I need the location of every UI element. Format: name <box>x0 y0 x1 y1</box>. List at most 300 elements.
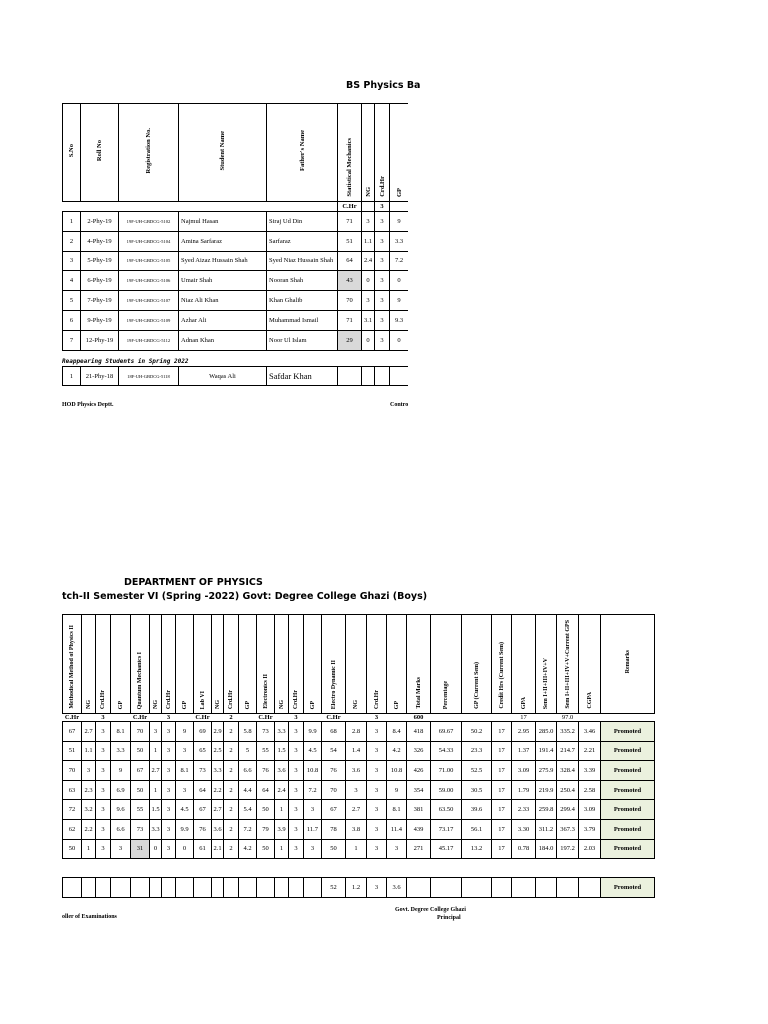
cell-gp: 7.2 <box>390 251 409 271</box>
cell-sno: 2 <box>63 231 81 251</box>
table-cell: 2 <box>224 741 239 761</box>
table-cell: 2 <box>224 761 239 781</box>
table-cell: 2.5 <box>212 741 224 761</box>
reappear-cell <box>407 878 431 898</box>
column-header: Electro Dynamic II <box>322 615 346 714</box>
table-cell: 3 <box>162 761 176 781</box>
chr-cell <box>239 714 257 722</box>
principal-signature: Principal <box>437 915 461 921</box>
table-cell: 8.1 <box>387 800 407 820</box>
reappear-cell <box>162 878 176 898</box>
table-cell: 4.2 <box>387 741 407 761</box>
table-cell: 3 <box>162 722 176 742</box>
cell-gp: 0 <box>390 271 409 291</box>
table-cell: 2 <box>224 722 239 742</box>
column-header: NG <box>212 615 224 714</box>
chr-cell: C.Hr <box>258 714 273 721</box>
column-header: Father's Name <box>267 104 338 202</box>
table-cell: 2 <box>224 819 239 839</box>
table-cell: Promoted <box>601 819 655 839</box>
reappear-cell: 3.6 <box>387 878 407 898</box>
table-cell: 271 <box>407 839 431 859</box>
hod-signature: HOD Physics Deptt. <box>62 402 114 408</box>
cell-sno: 6 <box>63 310 81 330</box>
table-cell: 3 <box>289 722 304 742</box>
table-cell: 3.2 <box>82 800 96 820</box>
table-cell: 70 <box>63 761 82 781</box>
cell-sno: 4 <box>63 271 81 291</box>
column-header: Registration No. <box>119 104 179 202</box>
column-header: Electronics II <box>257 615 275 714</box>
table-cell: 299.4 <box>557 800 579 820</box>
chr-cell <box>176 714 194 722</box>
table-cell: 3 <box>96 722 111 742</box>
table-row <box>63 310 409 330</box>
table-cell: 69.67 <box>431 722 462 742</box>
table-cell: 70 <box>322 780 346 800</box>
column-header: Student Name <box>179 104 267 202</box>
table-row <box>63 800 655 820</box>
table-cell: 335.2 <box>557 722 579 742</box>
table-cell: 2.03 <box>579 839 601 859</box>
semester-subtitle: tch-II Semester VI (Spring -2022) Govt: Degree College Ghazi (Boys) <box>62 591 428 602</box>
table-cell: 3.09 <box>512 761 536 781</box>
cell-ng: 0 <box>362 271 375 291</box>
reappear-title: Reappearing Students in Spring 2022 <box>62 358 189 365</box>
chr-cell <box>111 714 131 722</box>
table-row <box>63 839 655 859</box>
table-cell: 2.2 <box>212 780 224 800</box>
table-cell: 3 <box>289 819 304 839</box>
column-header: Total Marks <box>407 615 431 714</box>
column-header: NG <box>150 615 162 714</box>
table-cell: 11.7 <box>304 819 322 839</box>
table-cell: Promoted <box>601 800 655 820</box>
reappear-cell <box>304 878 322 898</box>
reappear-cell <box>536 878 557 898</box>
chr-cell <box>536 714 557 722</box>
cell-marks: 64 <box>338 251 362 271</box>
table-cell: 3 <box>289 761 304 781</box>
cell-reg: 19F-UH-GBDCG-5104 <box>119 231 179 251</box>
table-cell: 17 <box>492 839 512 859</box>
results-table-right <box>62 614 655 859</box>
cell-roll: 12-Phy-19 <box>81 330 119 350</box>
column-header: GPA <box>512 615 536 714</box>
table-cell: 1.4 <box>346 741 367 761</box>
cell-marks: 51 <box>338 231 362 251</box>
table-cell: 50 <box>322 839 346 859</box>
table-cell: 3.6 <box>212 819 224 839</box>
table-cell: 1 <box>346 839 367 859</box>
table-row <box>63 291 409 311</box>
table-cell: 64 <box>194 780 212 800</box>
chr-cell <box>431 714 462 722</box>
table-cell: 3 <box>162 819 176 839</box>
table-cell: 2.21 <box>579 741 601 761</box>
table-cell: Promoted <box>601 780 655 800</box>
table-cell: 9.9 <box>176 819 194 839</box>
table-cell: 1.37 <box>512 741 536 761</box>
table-cell: 4.2 <box>239 839 257 859</box>
reappear-cell <box>462 878 492 898</box>
cell-gp: 9 <box>390 212 409 232</box>
column-header: Statistical Mechanics <box>338 104 362 202</box>
cell-name: Umair Shah <box>179 271 267 291</box>
table-cell: 2.33 <box>512 800 536 820</box>
table-cell: 214.7 <box>557 741 579 761</box>
page-title-partial: BS Physics Ba <box>346 80 421 91</box>
table-cell: 76 <box>322 761 346 781</box>
table-cell: 381 <box>407 800 431 820</box>
table-row <box>63 741 655 761</box>
chr-cell <box>492 714 512 722</box>
cell-name: Syed Aizaz Hussain Shah <box>179 251 267 271</box>
reappear-cell <box>239 878 257 898</box>
reappear-cell <box>224 878 239 898</box>
table-cell: 3 <box>289 780 304 800</box>
table-cell: 45.17 <box>431 839 462 859</box>
table-cell: 54.33 <box>431 741 462 761</box>
table-row <box>63 330 409 350</box>
table-cell: 328.4 <box>557 761 579 781</box>
reappear-roll: 21-Phy-18 <box>81 367 119 386</box>
cell-ng: 2.4 <box>362 251 375 271</box>
column-header: Crd.Hr <box>224 615 239 714</box>
table-cell: 73 <box>131 819 150 839</box>
table-cell: 2 <box>224 839 239 859</box>
reappear-cell <box>275 878 289 898</box>
chr-cell <box>82 714 96 722</box>
table-cell: 1 <box>150 741 162 761</box>
reappear-table-left <box>62 366 408 386</box>
table-cell: 3 <box>367 839 387 859</box>
reappear-cell <box>579 878 601 898</box>
table-cell: 2.95 <box>512 722 536 742</box>
column-header: Crd.Hr <box>162 615 176 714</box>
table-cell: 3 <box>111 839 131 859</box>
table-cell: 8.1 <box>176 761 194 781</box>
table-cell: 17 <box>492 819 512 839</box>
table-cell: 219.9 <box>536 780 557 800</box>
cell-sno: 3 <box>63 251 81 271</box>
table-cell: 50.2 <box>462 722 492 742</box>
table-cell: 17 <box>492 780 512 800</box>
cell-ng: 3 <box>362 291 375 311</box>
table-cell: 3.3 <box>111 741 131 761</box>
table-cell: 17 <box>492 800 512 820</box>
table-cell: 62 <box>63 819 82 839</box>
table-cell: 79 <box>257 819 275 839</box>
table-cell: 3 <box>82 761 96 781</box>
reappear-cell: Promoted <box>601 878 655 898</box>
chr-cell <box>346 714 367 722</box>
table-cell: 11.4 <box>387 819 407 839</box>
cell-crd: 3 <box>375 251 390 271</box>
table-cell: 9 <box>111 761 131 781</box>
table-cell: 6.6 <box>111 819 131 839</box>
cell-name: Azhar Ali <box>179 310 267 330</box>
column-header: Roll No <box>81 104 119 202</box>
table-cell: 2.4 <box>275 780 289 800</box>
table-cell: 3.8 <box>346 819 367 839</box>
table-cell: 4.5 <box>304 741 322 761</box>
table-cell: 197.2 <box>557 839 579 859</box>
chr-cell: 3 <box>162 714 176 722</box>
table-cell: 2.1 <box>212 839 224 859</box>
table-cell: 3.09 <box>579 800 601 820</box>
reappear-cell <box>257 878 275 898</box>
cell-marks: 43 <box>338 271 362 291</box>
controller-partial: Contro <box>390 402 409 408</box>
table-cell: 4.5 <box>176 800 194 820</box>
department-title: DEPARTMENT OF PHYSICS <box>124 577 263 588</box>
cell-ng: 0 <box>362 330 375 350</box>
table-cell: 63 <box>63 780 82 800</box>
table-cell: 3 <box>96 819 111 839</box>
cell-roll: 5-Phy-19 <box>81 251 119 271</box>
table-cell: 3 <box>289 741 304 761</box>
table-cell: 2.58 <box>579 780 601 800</box>
table-cell: 3 <box>176 741 194 761</box>
cell-father: Khan Ghalib <box>267 291 338 311</box>
chr-cell: C.Hr <box>131 714 150 722</box>
table-cell: 2 <box>224 780 239 800</box>
table-cell: 31 <box>131 839 150 859</box>
column-header: NG <box>82 615 96 714</box>
cell-name: Niaz Ali Khan <box>179 291 267 311</box>
table-cell: 13.2 <box>462 839 492 859</box>
chr-label: C.Hr <box>338 202 362 212</box>
table-cell: 7.2 <box>239 819 257 839</box>
table-cell: 3 <box>96 741 111 761</box>
reappear-cell <box>212 878 224 898</box>
column-header: Methodical Method of Physics II <box>63 615 82 714</box>
table-cell: 56.1 <box>462 819 492 839</box>
chr-cell: 2 <box>224 714 239 722</box>
table-cell: 3 <box>162 800 176 820</box>
table-cell: 67 <box>194 800 212 820</box>
table-cell: 3.6 <box>275 761 289 781</box>
table-cell: 326 <box>407 741 431 761</box>
results-table-left <box>62 103 408 351</box>
table-cell: 1 <box>275 839 289 859</box>
cell-reg: 19F-UH-GBDCG-5109 <box>119 310 179 330</box>
table-cell: 17 <box>492 722 512 742</box>
table-cell: 3 <box>367 819 387 839</box>
table-cell: 3.3 <box>275 722 289 742</box>
column-header: NG <box>346 615 367 714</box>
table-cell: 70 <box>131 722 150 742</box>
table-cell: 3 <box>162 741 176 761</box>
cell-crd: 3 <box>375 212 390 232</box>
cell-father: Siraj Ud Din <box>267 212 338 232</box>
reappear-cell <box>96 878 111 898</box>
table-cell: 69 <box>194 722 212 742</box>
table-cell: 78 <box>322 819 346 839</box>
cell-marks: 71 <box>338 212 362 232</box>
table-cell: 54 <box>322 741 346 761</box>
reappear-father: Safdar Khan <box>267 367 338 386</box>
table-cell: 1 <box>82 839 96 859</box>
table-row <box>63 212 409 232</box>
reappear-cell <box>63 878 82 898</box>
table-cell: 3.9 <box>275 819 289 839</box>
table-cell: 9.6 <box>111 800 131 820</box>
reappear-cell: 3 <box>367 878 387 898</box>
table-cell: 3.3 <box>150 819 162 839</box>
table-cell: 67 <box>322 800 346 820</box>
reappear-cell <box>289 878 304 898</box>
table-cell: 6.6 <box>239 761 257 781</box>
table-cell: 52.5 <box>462 761 492 781</box>
table-cell: 9.9 <box>304 722 322 742</box>
table-cell: 3.79 <box>579 819 601 839</box>
table-cell: 67 <box>63 722 82 742</box>
cell-reg: 19F-UH-GBDCG-5112 <box>119 330 179 350</box>
table-cell: 71.00 <box>431 761 462 781</box>
table-cell: 1.5 <box>150 800 162 820</box>
table-row <box>63 251 409 271</box>
table-cell: 3 <box>96 761 111 781</box>
table-cell: 3 <box>304 839 322 859</box>
reappear-cell <box>176 878 194 898</box>
reappear-cell: 52 <box>322 878 346 898</box>
reappear-cell <box>131 878 150 898</box>
chr-cell: 600 <box>407 714 431 722</box>
table-cell: 3 <box>96 800 111 820</box>
chr-cell: C.Hr <box>195 714 210 721</box>
table-cell: 17 <box>492 741 512 761</box>
table-cell: 3.6 <box>346 761 367 781</box>
cell-crd: 3 <box>375 231 390 251</box>
table-cell: 55 <box>257 741 275 761</box>
cell-sno: 1 <box>63 212 81 232</box>
cell-ng: 3.1 <box>362 310 375 330</box>
table-cell: 259.8 <box>536 800 557 820</box>
table-cell: 55 <box>131 800 150 820</box>
cell-reg: 19F-UH-GBDCG-5102 <box>119 212 179 232</box>
column-header: Sem I+II+III+IV+V <box>536 615 557 714</box>
cell-name: Amina Sarfaraz <box>179 231 267 251</box>
column-header: Sem I+II+III+IV+V+Current GPS <box>557 615 579 714</box>
college-name: Govt. Degree College Ghazi <box>395 907 466 913</box>
table-cell: 439 <box>407 819 431 839</box>
column-header: GP <box>111 615 131 714</box>
controller-signature: oller of Examinations <box>62 914 117 920</box>
table-cell: 184.0 <box>536 839 557 859</box>
cell-sno: 7 <box>63 330 81 350</box>
cell-crd: 3 <box>375 330 390 350</box>
cell-reg: 19F-UH-GBDCG-5105 <box>119 251 179 271</box>
reappear-name: Waqas Ali <box>179 367 267 386</box>
cell-father: Syed Niaz Hussain Shah <box>267 251 338 271</box>
chr-cell: 3 <box>367 714 387 722</box>
table-cell: 191.4 <box>536 741 557 761</box>
table-cell: 2.9 <box>212 722 224 742</box>
table-cell: 68 <box>322 722 346 742</box>
cell-father: Nooran Shah <box>267 271 338 291</box>
table-cell: Promoted <box>601 741 655 761</box>
column-header: Lab VI <box>194 615 212 714</box>
table-cell: 50 <box>131 741 150 761</box>
table-cell: 250.4 <box>557 780 579 800</box>
table-row <box>63 722 655 742</box>
table-row <box>63 231 409 251</box>
table-cell: 30.5 <box>462 780 492 800</box>
table-cell: 72 <box>63 800 82 820</box>
table-cell: 3 <box>304 800 322 820</box>
table-cell: 3 <box>367 722 387 742</box>
table-cell: 418 <box>407 722 431 742</box>
reappear-cell <box>111 878 131 898</box>
table-cell: 65 <box>194 741 212 761</box>
table-cell: 3 <box>367 800 387 820</box>
table-cell: 354 <box>407 780 431 800</box>
table-cell: 3 <box>289 800 304 820</box>
cell-roll: 7-Phy-19 <box>81 291 119 311</box>
table-cell: 10.8 <box>387 761 407 781</box>
reappear-table-right <box>62 877 655 898</box>
table-cell: 2.7 <box>82 722 96 742</box>
cell-father: Noor Ul Islam <box>267 330 338 350</box>
table-cell: 4.4 <box>239 780 257 800</box>
table-cell: 1.5 <box>275 741 289 761</box>
column-header: Quantum Mechanics I <box>131 615 150 714</box>
table-cell: 50 <box>257 839 275 859</box>
column-header: GP (Current Sem) <box>462 615 492 714</box>
chr-cell <box>275 714 289 722</box>
table-cell: 5 <box>239 741 257 761</box>
column-header: GP <box>390 104 409 202</box>
table-row <box>63 780 655 800</box>
reappear-cell <box>492 878 512 898</box>
column-header: GP <box>176 615 194 714</box>
table-cell: 76 <box>194 819 212 839</box>
column-header: GP <box>387 615 407 714</box>
table-cell: 9 <box>387 780 407 800</box>
table-cell: 67 <box>131 761 150 781</box>
table-cell: 2.2 <box>82 819 96 839</box>
reappear-sno: 1 <box>63 367 81 386</box>
cell-marks: 71 <box>338 310 362 330</box>
table-cell: 3 <box>387 839 407 859</box>
table-cell: 1 <box>275 800 289 820</box>
table-cell: 3 <box>289 839 304 859</box>
table-row <box>63 271 409 291</box>
chr-cell <box>579 714 601 722</box>
table-cell: 3.3 <box>212 761 224 781</box>
table-cell: 61 <box>194 839 212 859</box>
cell-father: Sarfaraz <box>267 231 338 251</box>
table-cell: 73 <box>257 722 275 742</box>
table-cell: 0.78 <box>512 839 536 859</box>
table-cell: 3 <box>96 839 111 859</box>
cell-reg: 19F-UH-GBDCG-5107 <box>119 291 179 311</box>
table-cell: 7.2 <box>304 780 322 800</box>
table-cell: 2.7 <box>346 800 367 820</box>
cell-sno: 5 <box>63 291 81 311</box>
table-cell: 285.0 <box>536 722 557 742</box>
reappear-cell: 1.2 <box>346 878 367 898</box>
chr-cell: C.Hr <box>63 714 82 722</box>
reappear-cell <box>194 878 212 898</box>
table-cell: 39.6 <box>462 800 492 820</box>
chr-cell: 3 <box>96 714 111 722</box>
table-cell: 426 <box>407 761 431 781</box>
table-cell: 3 <box>367 780 387 800</box>
table-cell: 2 <box>224 800 239 820</box>
